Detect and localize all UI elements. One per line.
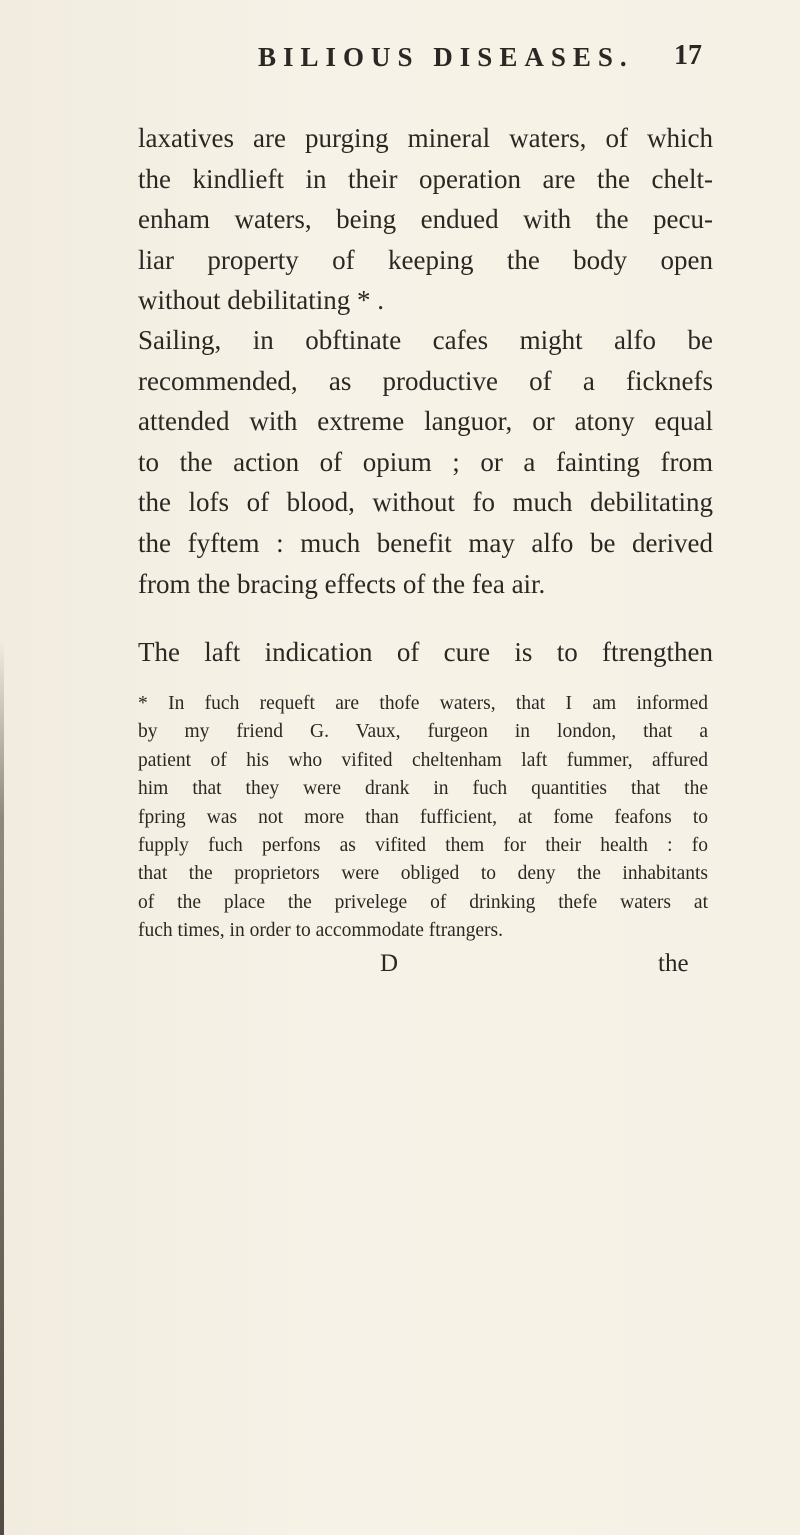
footnote-line: by my friend G. Vaux, furgeon in london, that a — [138, 721, 708, 743]
footnote-line: * In fuch requeft are thofe waters, that I am informed — [138, 693, 708, 714]
running-header — [258, 42, 718, 73]
footnote-line: fuch times, in order to accommodate ftrangers. — [138, 920, 503, 942]
footnote-line: that the proprietors were obliged to deny the inhabitants — [138, 863, 708, 885]
text-line: laxatives are purging mineral waters, of which — [138, 123, 713, 153]
footnote-line: of the place the privelege of drinking thefe waters at — [138, 891, 708, 913]
catchword: the — [658, 950, 689, 977]
signature-mark: D — [380, 950, 399, 977]
text-line: liar property of keeping the body open — [138, 244, 713, 275]
paragraph-laxatives — [138, 118, 713, 321]
paragraph-sailing — [138, 320, 713, 604]
text-line: without debilitating * . — [138, 285, 384, 316]
footnote — [138, 690, 708, 946]
page-number: 17 — [674, 40, 702, 71]
text-line: to the action of opium ; or a fainting from — [138, 446, 713, 477]
page-edge-shadow — [0, 640, 4, 1535]
text-line: the lofs of blood, without fo much debilitating — [138, 487, 713, 518]
footnote-line: fpring was not more than fufficient, at fome feafons to — [138, 806, 708, 828]
footnote-line: fupply fuch perfons as vifited them for their health : fo — [138, 835, 708, 857]
text-line: the kindlieft in their operation are the chelt- — [138, 163, 713, 194]
text-line: the fyftem : much benefit may alfo be derived — [138, 527, 713, 558]
text-line: from the bracing effects of the fea air. — [138, 568, 546, 599]
footnote-line: him that they were drank in fuch quantities that the — [138, 778, 708, 800]
footnote-line: patient of his who vifited cheltenham laft fummer, affured — [138, 749, 708, 771]
paragraph-last-indication — [138, 632, 713, 673]
text-line: attended with extreme languor, or atony equal — [138, 406, 713, 437]
text-line: The laft indication of cure is to ftrengthen — [138, 637, 713, 667]
text-line: enham waters, being endued with the pecu- — [138, 204, 713, 235]
text-line: Sailing, in obftinate cafes might alfo be — [138, 325, 713, 355]
text-line: recommended, as productive of a ficknefs — [138, 365, 713, 396]
running-title: BILIOUS DISEASES. — [258, 42, 634, 72]
